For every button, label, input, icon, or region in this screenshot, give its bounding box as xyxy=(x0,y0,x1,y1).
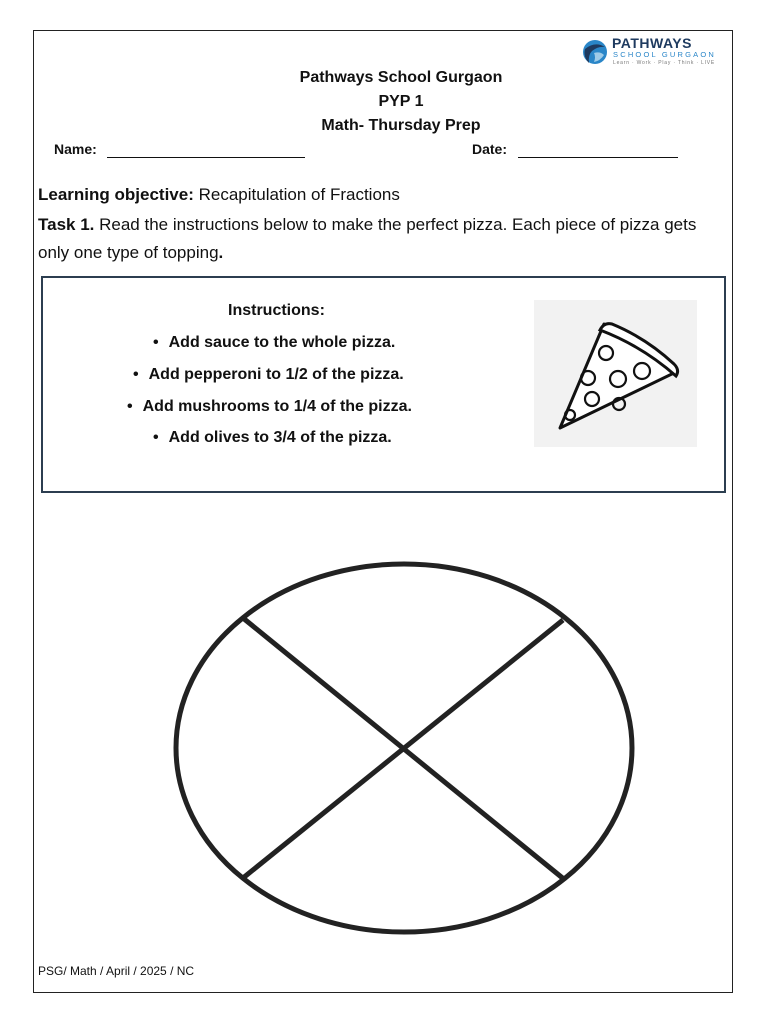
date-blank[interactable] xyxy=(518,157,678,158)
footer-code: PSG/ Math / April / 2025 / NC xyxy=(38,964,195,978)
school-logo xyxy=(580,35,720,69)
task-end: . xyxy=(218,243,224,262)
logo-tagline: Learn · Work · Play · Think · LIVE xyxy=(613,60,716,66)
pizza-quarters-drawing xyxy=(168,560,638,940)
instruction-item: • Add olives to 3/4 of the pizza. xyxy=(153,429,392,447)
name-label: Name: xyxy=(54,141,97,157)
task-description xyxy=(38,211,728,267)
logo-globe-icon xyxy=(580,37,610,67)
pizza-slice-icon xyxy=(534,300,697,447)
worksheet-title: Math- Thursday Prep xyxy=(321,117,481,134)
learning-objective xyxy=(38,185,400,205)
instruction-item: • Add sauce to the whole pizza. xyxy=(153,334,395,352)
logo-title: PATHWAYS xyxy=(612,35,692,51)
instruction-item: • Add pepperoni to 1/2 of the pizza. xyxy=(133,366,404,384)
date-label: Date: xyxy=(472,141,508,157)
instruction-item: • Add mushrooms to 1/4 of the pizza. xyxy=(127,398,412,416)
task-text: Read the instructions below to make the perfect pizza. Each piece of pizza gets only one type of topping xyxy=(38,215,697,262)
instructions-box xyxy=(41,276,726,493)
grade-level: PYP 1 xyxy=(378,93,424,110)
school-name: Pathways School Gurgaon xyxy=(299,69,503,86)
task-label: Task 1. xyxy=(38,215,95,234)
objective-text: Recapitulation of Fractions xyxy=(193,185,400,204)
objective-label: Learning objective: xyxy=(38,185,194,204)
logo-subtitle: SCHOOL GURGAON xyxy=(613,50,717,59)
name-blank[interactable] xyxy=(107,157,305,158)
instructions-title: Instructions: xyxy=(228,302,325,319)
